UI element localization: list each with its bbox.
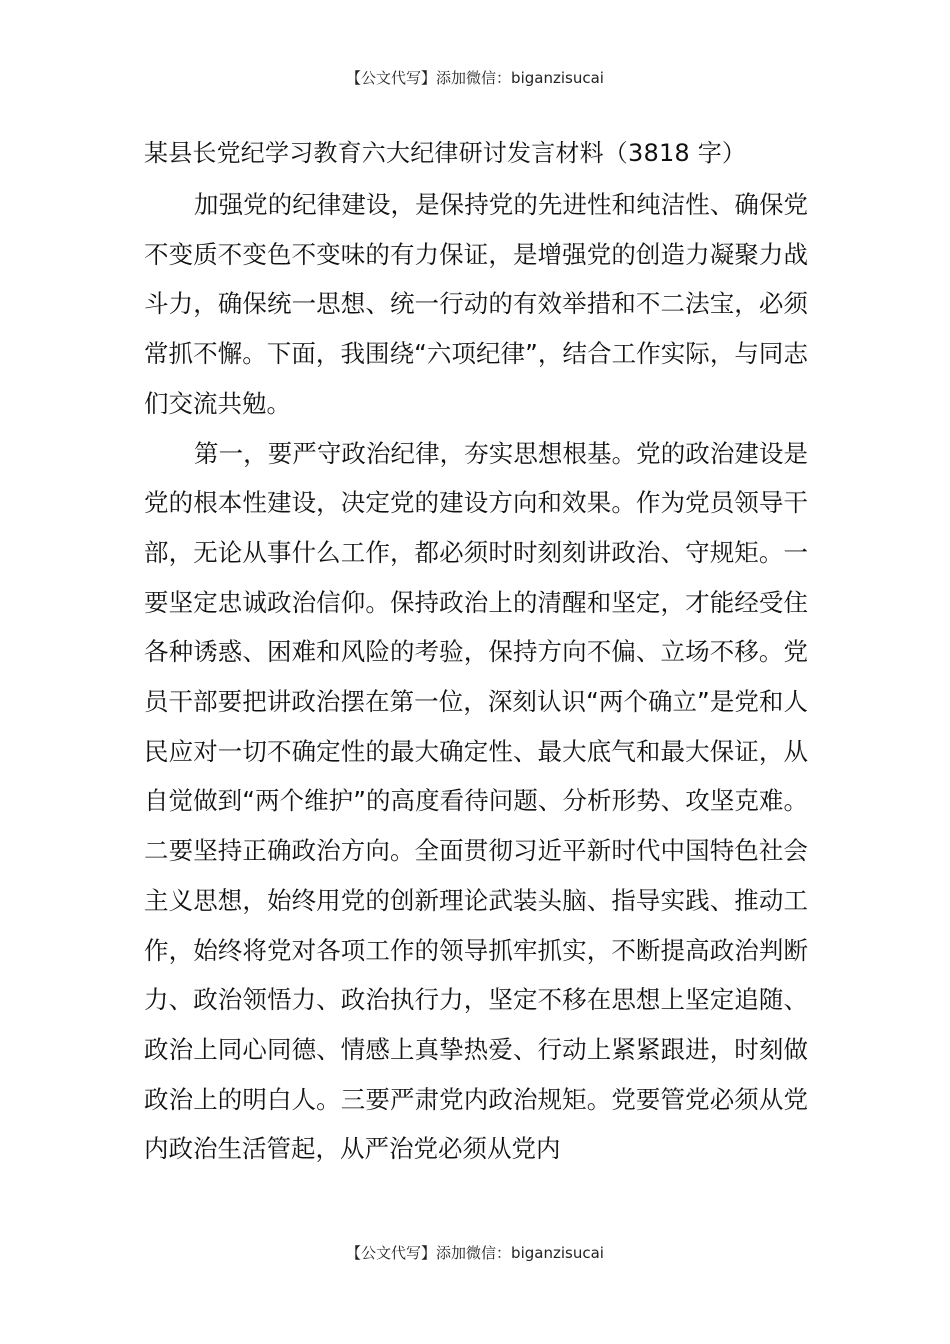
paragraph-intro xyxy=(144,180,808,429)
paragraph-intro-text: 加强党的纪律建设，是保持党的先进性和纯洁性、确保党不变质不变色不变味的有力保证，是增强党的创造力凝聚力战斗力，确保统一思想、统一行动的有效举措和不二法宝，必须常抓不懈。下面，我围绕“六项纪律”，结合工作实际，与同志们交流共勉。 xyxy=(144,190,808,418)
document-body xyxy=(144,135,808,1174)
paragraph-political-discipline xyxy=(144,429,808,1175)
page-footer: 【公文代写】添加微信：biganzisucai xyxy=(346,1244,604,1262)
document-title: 某县长党纪学习教育六大纪律研讨发言材料（3818 字） xyxy=(144,139,747,167)
paragraph-political-discipline-text: 第一，要严守政治纪律，夯实思想根基。党的政治建设是党的根本性建设，决定党的建设方向和效果。作为党员领导干部，无论从事什么工作，都必须时时刻刻讲政治、守规矩。一要坚定忠诚政治信仰。保持政治上的清醒和坚定，才能经受住各种诱惑、困难和风险的考验，保持方向不偏、立场不移。党员干部要把讲政治摆在第一位，深刻认识“两个确立”是党和人民应对一切不确定性的最大确定性、最大底气和最大保证，从自觉做到“两个维护”的高度看待问题、分析形势、攻坚克难。二要坚持正确政治方向。全面贯彻习近平新时代中国特色社会主义思想，始终用党的创新理论武装头脑、指导实践、推动工作，始终将党对各项工作的领导抓牢抓实，不断提高政治判断力、政治领悟力、政治执行力，坚定不移在思想上坚定追随、政治上同心同德、情感上真挚热爱、行动上紧紧跟进，时刻做政治上的明白人。三要严肃党内政治规矩。党要管党必须从党内政治生活管起，从严治党必须从党内 xyxy=(144,438,808,1164)
page-header: 【公文代写】添加微信：biganzisucai xyxy=(346,69,604,87)
